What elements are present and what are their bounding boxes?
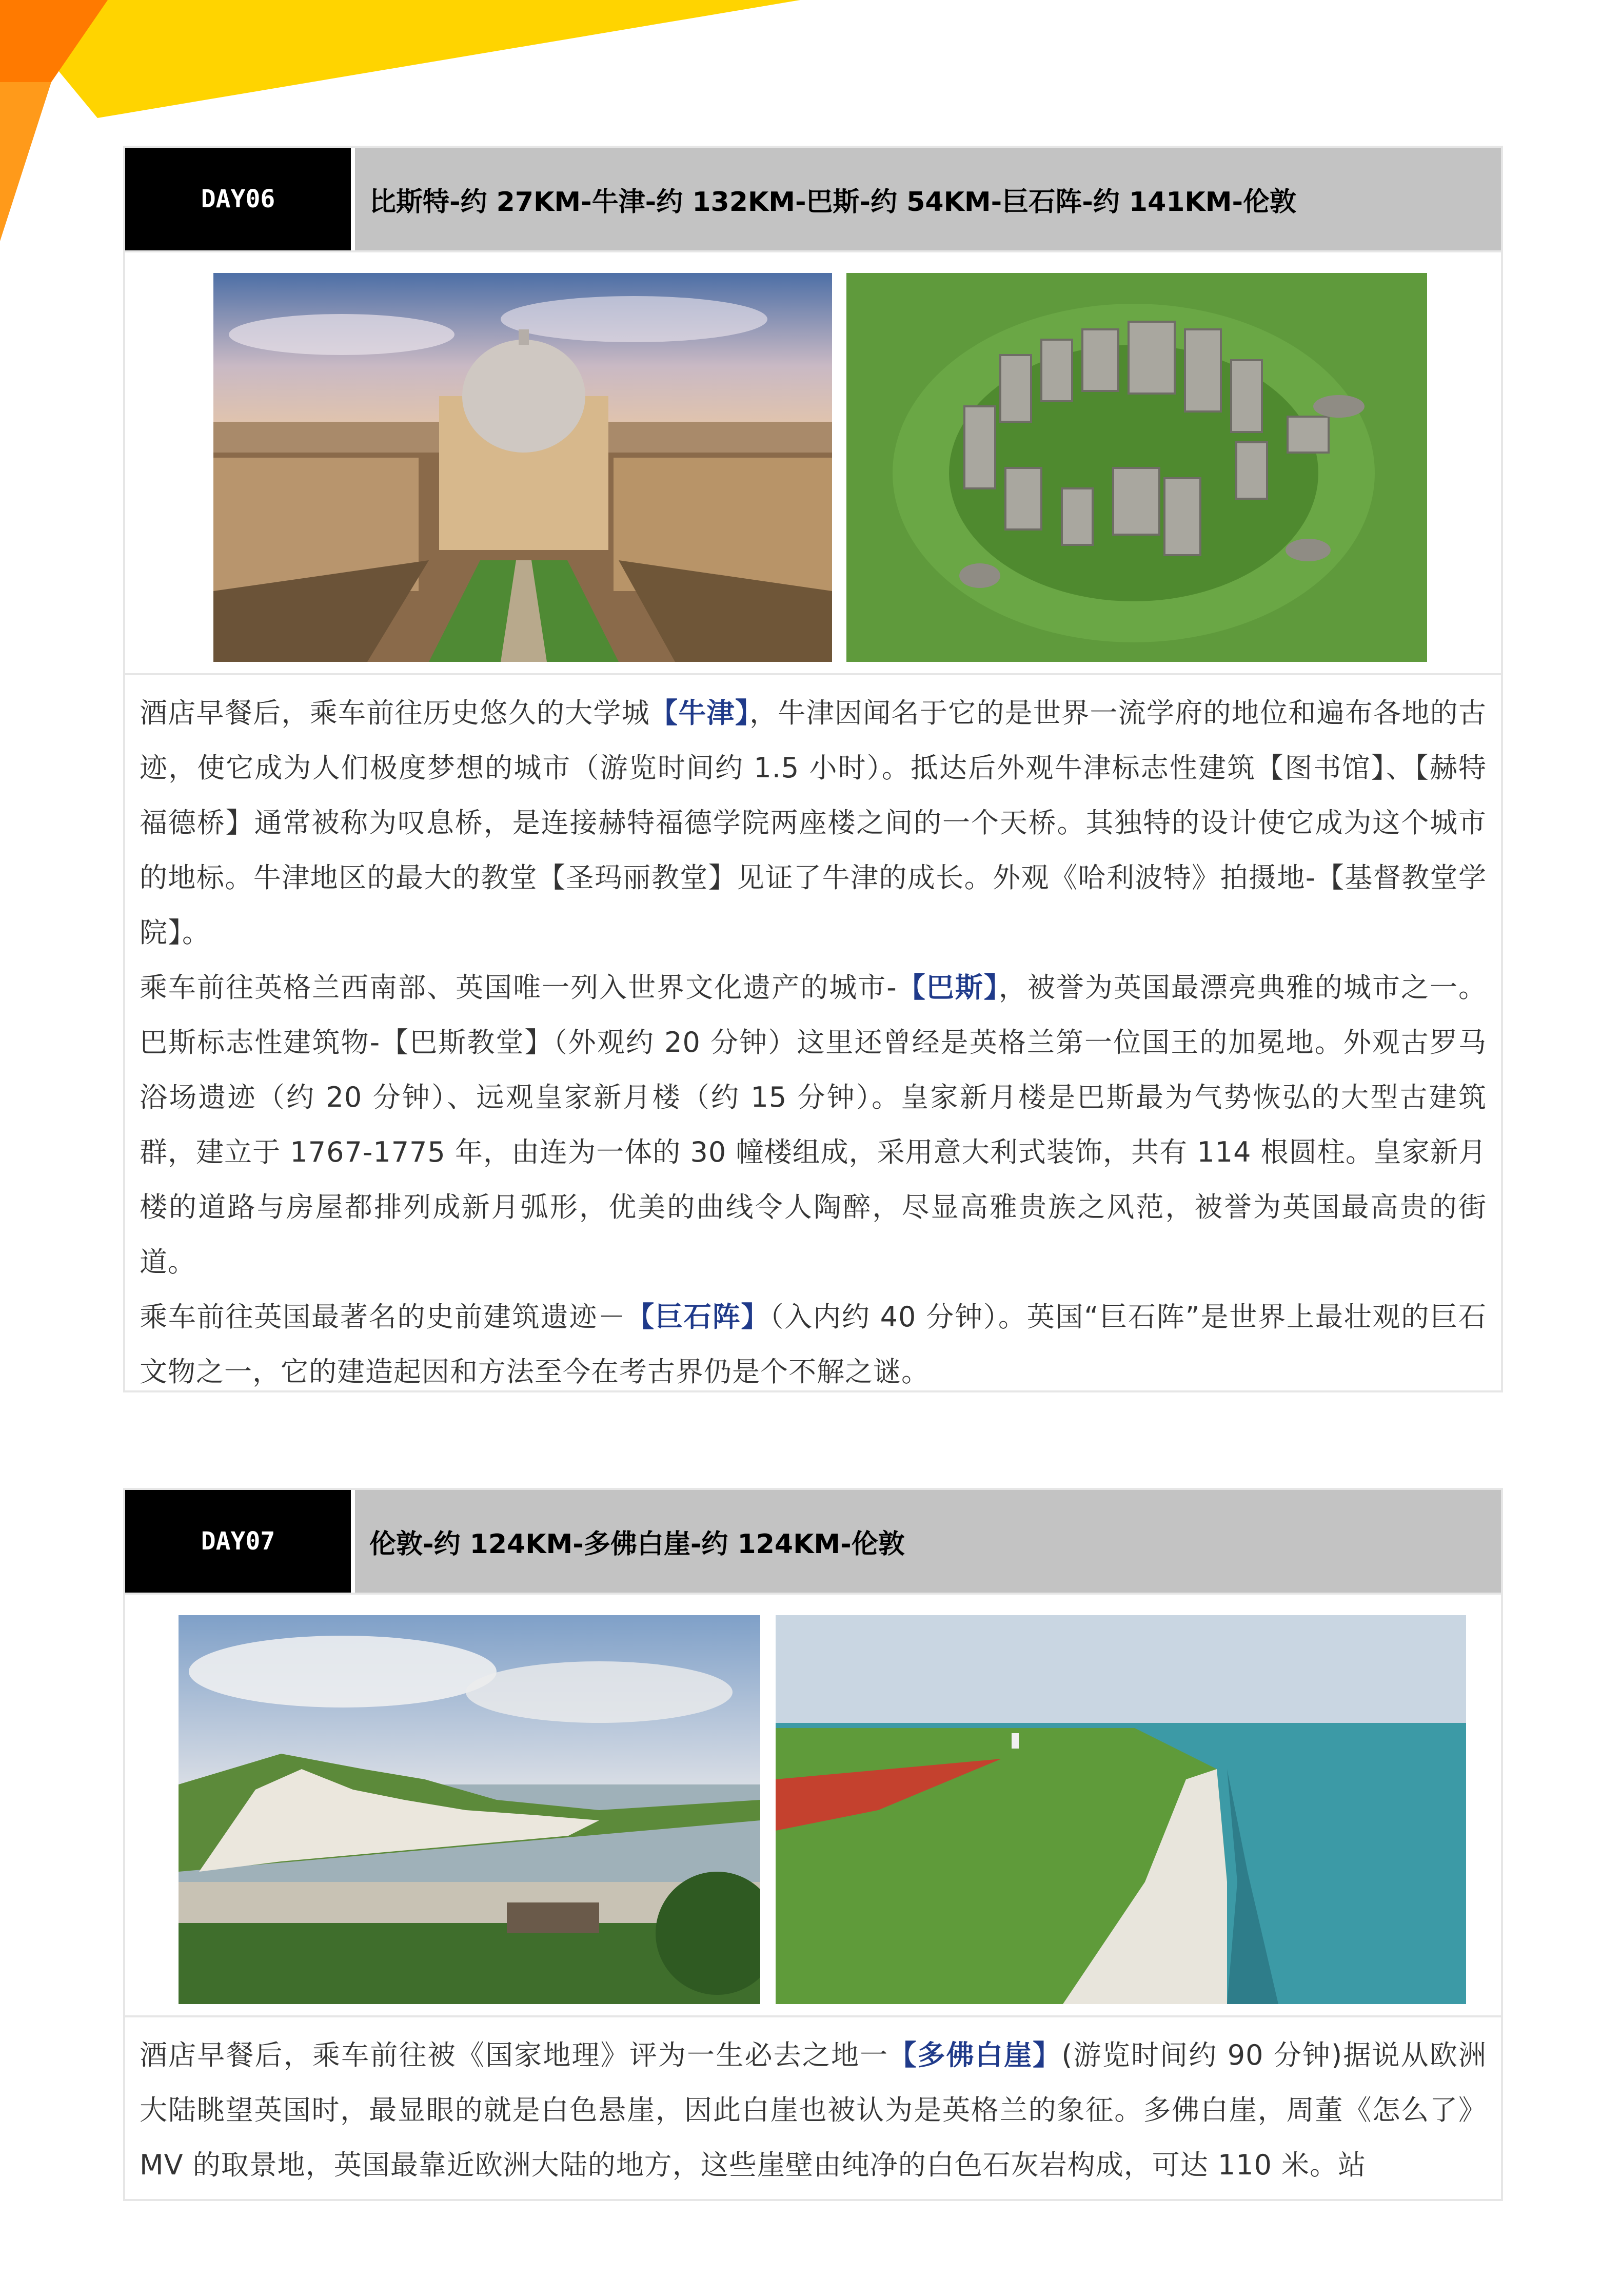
day06-header bbox=[125, 148, 1501, 252]
day06-route: 比斯特-约 27KM-牛津-约 132KM-巴斯-约 54KM-巨石阵-约 141KM-伦敦 bbox=[355, 148, 1501, 250]
highlight-dover: 【多佛白崖】 bbox=[888, 2039, 1062, 2071]
day06-card bbox=[123, 146, 1503, 1392]
day07-route: 伦敦-约 124KM-多佛白崖-约 124KM-伦敦 bbox=[355, 1490, 1501, 1593]
day06-photos bbox=[125, 252, 1501, 675]
day07-paragraph: 酒店早餐后，乘车前往被《国家地理》评为一生必去之地一【多佛白崖】(游览时间约 90 分钟)据说从欧洲大陆眺望英国时，最显眼的就是白色悬崖，因此白崖也被认为是英格兰的象征。多佛白崖，周董《怎么了》MV 的取景地，英国最靠近欧洲大陆的地方，这些崖壁由纯净的白色石灰岩构成，可达 110 米。站 bbox=[140, 2039, 1487, 2181]
oxford-photo bbox=[213, 273, 832, 662]
stonehenge-photo bbox=[846, 273, 1427, 662]
day07-tag: DAY07 bbox=[125, 1490, 351, 1593]
highlight-oxford: 【牛津】 bbox=[649, 697, 750, 729]
day06-paragraph: 乘车前往英国最著名的史前建筑遗迹－【巨石阵】（入内约 40 分钟）。英国“巨石阵”是世界上最壮观的巨石文物之一，它的建造起因和方法至今在考古界仍是个不解之谜。 bbox=[140, 1301, 1487, 1388]
day06-paragraph: 酒店早餐后，乘车前往历史悠久的大学城【牛津】，牛津因闻名于它的是世界一流学府的地位和遍布各地的古迹，使它成为人们极度梦想的城市（游览时间约 1.5 小时）。抵达后外观牛津标志性建筑【图书馆】、【赫特福德桥】通常被称为叹息桥，是连接赫特福德学院两座楼之间的一个天桥。其独特的设计使它成为这个城市的地标。牛津地区的最大的教堂【圣玛丽教堂】见证了牛津的成长。外观《哈利波特》拍摄地-【基督教堂学院】。 bbox=[140, 697, 1487, 949]
day07-header bbox=[125, 1490, 1501, 1595]
day06-paragraph: 乘车前往英格兰西南部、英国唯一列入世界文化遗产的城市-【巴斯】，被誉为英国最漂亮典雅的城市之一。巴斯标志性建筑物-【巴斯教堂】（外观约 20 分钟）这里还曾经是英格兰第一位国王的加冕地。外观古罗马浴场遗迹（约 20 分钟）、远观皇家新月楼（约 15 分钟）。皇家新月楼是巴斯最为气势恢弘的大型古建筑群，建立于 1767-1775 年，由连为一体的 30 幢楼组成，采用意大利式装饰，共有 114 根圆柱。皇家新月楼的道路与房屋都排列成新月弧形，优美的曲线令人陶醉，尽显高雅贵族之风范，被誉为英国最高贵的街道。 bbox=[140, 971, 1487, 1278]
seven-sisters-photo bbox=[179, 1615, 760, 2004]
highlight-stonehenge: 【巨石阵】 bbox=[626, 1301, 770, 1333]
day06-tag: DAY06 bbox=[125, 148, 351, 250]
day06-description bbox=[125, 675, 1501, 1399]
dover-cliffs-photo bbox=[776, 1615, 1466, 2004]
day07-photos bbox=[125, 1595, 1501, 2017]
day07-description bbox=[125, 2017, 1501, 2192]
highlight-bath: 【巴斯】 bbox=[897, 971, 999, 1004]
day07-card bbox=[123, 1488, 1503, 2201]
